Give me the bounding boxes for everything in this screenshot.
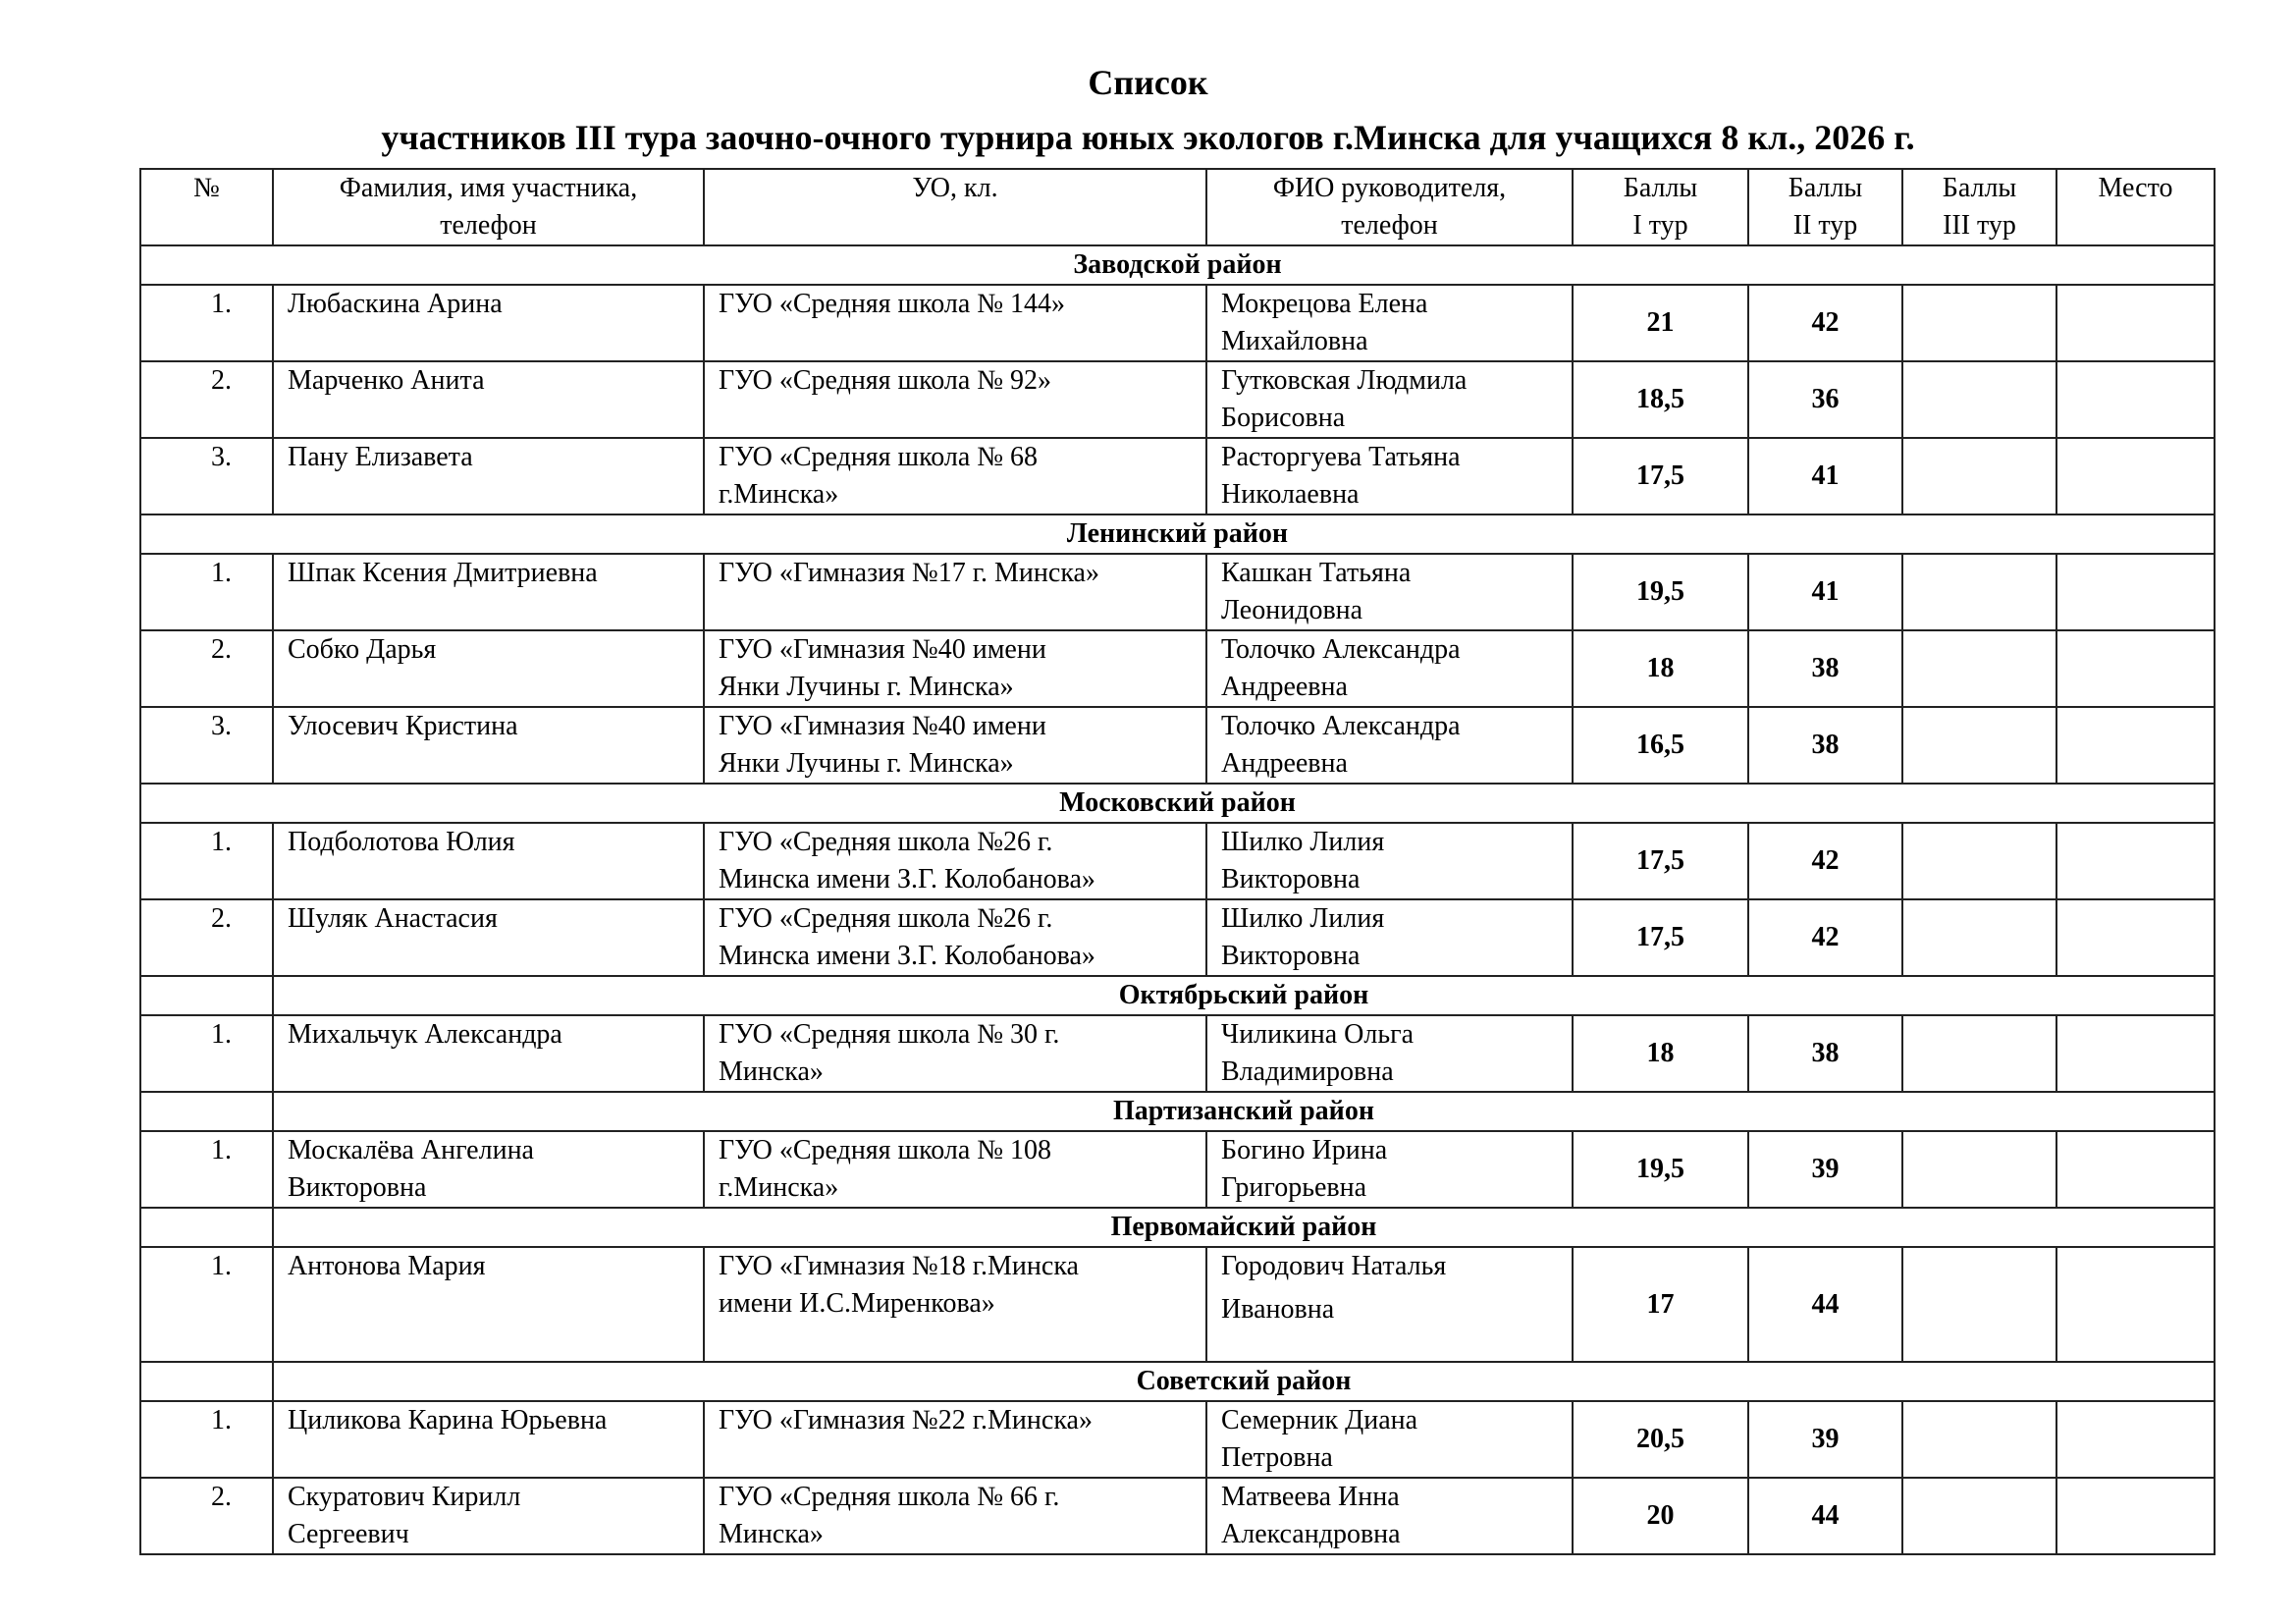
coach-name-line: Петровна	[1221, 1442, 1333, 1473]
school-name-line: ГУО «Гимназия №17 г. Минска»	[719, 558, 1099, 588]
section-blank-cell	[140, 976, 273, 1015]
row-number: 1.	[140, 1247, 273, 1362]
header-coach-line2: телефон	[1341, 210, 1438, 241]
table-row	[140, 1478, 2215, 1554]
table-header	[140, 169, 2215, 245]
place	[2056, 554, 2215, 630]
school-name-line: ГУО «Гимназия №40 имени	[719, 711, 1046, 741]
score-round1: 17,5	[1573, 823, 1748, 899]
header-score2	[1748, 169, 1902, 245]
header-score3-line1: Баллы	[1942, 173, 2017, 203]
school-name-line: ГУО «Средняя школа № 108	[719, 1135, 1052, 1165]
row-number: 2.	[140, 899, 273, 976]
header-name-line2: телефон	[440, 210, 537, 241]
table-row	[140, 1401, 2215, 1478]
place	[2056, 823, 2215, 899]
coach-name	[1206, 1131, 1573, 1208]
school-name-line: Янки Лучины г. Минска»	[719, 672, 1014, 702]
table-row	[140, 630, 2215, 707]
participant-name-line: Антонова Мария	[288, 1251, 486, 1281]
school-name-line: г.Минска»	[719, 479, 839, 510]
header-score3	[1902, 169, 2056, 245]
coach-name-line: Шилко Лилия	[1221, 903, 1385, 934]
coach-name-line: Ивановна	[1221, 1294, 1335, 1325]
coach-name-line: Викторовна	[1221, 941, 1361, 971]
school-name-line: ГУО «Гимназия №40 имени	[719, 634, 1046, 665]
participant-name	[273, 1015, 704, 1092]
header-name-line1: Фамилия, имя участника,	[339, 173, 638, 203]
district-name: Первомайский район	[273, 1208, 2215, 1247]
header-num: №	[140, 169, 273, 245]
coach-name-line: Толочко Александра	[1221, 634, 1461, 665]
participant-name-line: Михальчук Александра	[288, 1019, 562, 1050]
school-name	[704, 285, 1206, 361]
row-number: 1.	[140, 1401, 273, 1478]
score-round2: 44	[1748, 1478, 1902, 1554]
coach-name	[1206, 707, 1573, 784]
coach-name-line: Леонидовна	[1221, 595, 1363, 625]
coach-name	[1206, 361, 1573, 438]
participant-name	[273, 1247, 704, 1362]
place	[2056, 1478, 2215, 1554]
score-round2: 42	[1748, 285, 1902, 361]
row-number: 2.	[140, 361, 273, 438]
district-section-row	[140, 976, 2215, 1015]
participant-name-line: Улосевич Кристина	[288, 711, 518, 741]
section-blank-cell	[140, 1092, 273, 1131]
coach-name-line: Александровна	[1221, 1519, 1401, 1549]
coach-name-line: Викторовна	[1221, 864, 1361, 894]
school-name	[704, 1247, 1206, 1362]
place	[2056, 438, 2215, 514]
coach-name-line: Матвеева Инна	[1221, 1482, 1400, 1512]
row-number: 1.	[140, 285, 273, 361]
school-name	[704, 823, 1206, 899]
score-round1: 17,5	[1573, 899, 1748, 976]
school-name-line: Минска имени З.Г. Колобанова»	[719, 941, 1095, 971]
score-round1: 16,5	[1573, 707, 1748, 784]
coach-name-line: Шилко Лилия	[1221, 827, 1385, 857]
row-number: 1.	[140, 554, 273, 630]
row-number: 3.	[140, 438, 273, 514]
score-round1: 17	[1573, 1247, 1748, 1362]
participant-name	[273, 361, 704, 438]
header-score2-line1: Баллы	[1788, 173, 1863, 203]
coach-name	[1206, 899, 1573, 976]
school-name	[704, 361, 1206, 438]
school-name	[704, 438, 1206, 514]
district-section-row	[140, 514, 2215, 554]
score-round3	[1902, 1401, 2056, 1478]
district-section-row	[140, 784, 2215, 823]
coach-name-line: Николаевна	[1221, 479, 1360, 510]
score-round3	[1902, 361, 2056, 438]
place	[2056, 630, 2215, 707]
table-row	[140, 823, 2215, 899]
score-round3	[1902, 285, 2056, 361]
place	[2056, 285, 2215, 361]
score-round1: 17,5	[1573, 438, 1748, 514]
section-blank-cell	[140, 1208, 273, 1247]
coach-name	[1206, 554, 1573, 630]
score-round3	[1902, 823, 2056, 899]
header-score1	[1573, 169, 1748, 245]
district-name: Ленинский район	[140, 514, 2215, 554]
header-score3-line2: III тур	[1943, 210, 2016, 241]
coach-name-line: Чиликина Ольга	[1221, 1019, 1415, 1050]
score-round1: 20	[1573, 1478, 1748, 1554]
coach-name-line: Владимировна	[1221, 1056, 1394, 1087]
coach-name-line: Григорьевна	[1221, 1172, 1367, 1203]
table-body	[140, 245, 2215, 1554]
place	[2056, 899, 2215, 976]
coach-name-line: Кашкан Татьяна	[1221, 558, 1412, 588]
coach-name-line: Толочко Александра	[1221, 711, 1461, 741]
place	[2056, 1015, 2215, 1092]
school-name	[704, 554, 1206, 630]
score-round2: 41	[1748, 554, 1902, 630]
participant-name-line: Скуратович Кирилл	[288, 1482, 521, 1512]
school-name-line: ГУО «Средняя школа № 144»	[719, 289, 1066, 319]
coach-name	[1206, 285, 1573, 361]
header-coach-line1: ФИО руководителя,	[1272, 173, 1507, 203]
table-row	[140, 285, 2215, 361]
participant-name-line: Любаскина Арина	[288, 289, 503, 319]
school-name	[704, 707, 1206, 784]
score-round3	[1902, 554, 2056, 630]
coach-name	[1206, 1247, 1573, 1362]
score-round3	[1902, 899, 2056, 976]
table-row	[140, 438, 2215, 514]
school-name-line: ГУО «Средняя школа № 30 г.	[719, 1019, 1060, 1050]
place	[2056, 1131, 2215, 1208]
document-title: Список	[1088, 63, 1208, 102]
coach-name	[1206, 630, 1573, 707]
school-name	[704, 1401, 1206, 1478]
score-round1: 18	[1573, 630, 1748, 707]
table-row	[140, 899, 2215, 976]
coach-name-line: Городович Наталья	[1221, 1251, 1447, 1281]
header-place: Место	[2056, 169, 2215, 245]
score-round2: 39	[1748, 1131, 1902, 1208]
score-round3	[1902, 630, 2056, 707]
score-round1: 20,5	[1573, 1401, 1748, 1478]
score-round2: 38	[1748, 1015, 1902, 1092]
score-round1: 19,5	[1573, 1131, 1748, 1208]
school-name-line: ГУО «Гимназия №22 г.Минска»	[719, 1405, 1093, 1435]
participant-name-line: Москалёва Ангелина	[288, 1135, 534, 1165]
coach-name	[1206, 1015, 1573, 1092]
coach-name	[1206, 438, 1573, 514]
table-row	[140, 1015, 2215, 1092]
district-name: Московский район	[140, 784, 2215, 823]
school-name-line: Минска»	[719, 1056, 824, 1087]
coach-name	[1206, 1478, 1573, 1554]
score-round3	[1902, 1478, 2056, 1554]
header-coach	[1206, 169, 1573, 245]
coach-name-line: Богино Ирина	[1221, 1135, 1388, 1165]
coach-name-line: Мокрецова Елена	[1221, 289, 1428, 319]
school-name	[704, 1131, 1206, 1208]
district-name: Заводской район	[140, 245, 2215, 285]
place	[2056, 1247, 2215, 1362]
participant-name	[273, 438, 704, 514]
participant-name-line: Циликова Карина Юрьевна	[288, 1405, 608, 1435]
header-name	[273, 169, 704, 245]
participant-name-line: Подболотова Юлия	[288, 827, 515, 857]
score-round3	[1902, 1247, 2056, 1362]
school-name-line: Минска имени З.Г. Колобанова»	[719, 864, 1095, 894]
score-round2: 36	[1748, 361, 1902, 438]
school-name-line: ГУО «Средняя школа № 66 г.	[719, 1482, 1060, 1512]
section-blank-cell	[140, 1362, 273, 1401]
district-name: Советский район	[273, 1362, 2215, 1401]
score-round1: 18	[1573, 1015, 1748, 1092]
document-subtitle: участников III тура заочно-очного турнира юных экологов г.Минска для учащихся 8 кл., 2026 г.	[381, 118, 1915, 157]
district-section-row	[140, 245, 2215, 285]
participants-table	[139, 168, 2216, 1555]
row-number: 1.	[140, 823, 273, 899]
score-round2: 42	[1748, 899, 1902, 976]
coach-name-line: Андреевна	[1221, 748, 1348, 779]
participant-name	[273, 1401, 704, 1478]
table-row	[140, 1131, 2215, 1208]
participant-name	[273, 823, 704, 899]
coach-name-line: Расторгуева Татьяна	[1221, 442, 1461, 472]
participant-name	[273, 630, 704, 707]
score-round2: 38	[1748, 630, 1902, 707]
school-name-line: Минска»	[719, 1519, 824, 1549]
participant-name	[273, 1478, 704, 1554]
coach-name-line: Михайловна	[1221, 326, 1368, 356]
school-name-line: имени И.С.Миренкова»	[719, 1288, 995, 1319]
score-round2: 39	[1748, 1401, 1902, 1478]
school-name-line: ГУО «Средняя школа №26 г.	[719, 827, 1053, 857]
row-number: 2.	[140, 630, 273, 707]
school-name-line: ГУО «Средняя школа № 92»	[719, 365, 1052, 396]
participant-name-line: Пану Елизавета	[288, 442, 473, 472]
participant-name	[273, 554, 704, 630]
school-name-line: г.Минска»	[719, 1172, 839, 1203]
participant-name-line: Собко Дарья	[288, 634, 437, 665]
row-number: 2.	[140, 1478, 273, 1554]
header-score2-line2: II тур	[1792, 210, 1858, 241]
score-round2: 42	[1748, 823, 1902, 899]
row-number: 1.	[140, 1015, 273, 1092]
school-name	[704, 1015, 1206, 1092]
school-name	[704, 1478, 1206, 1554]
table-row	[140, 1247, 2215, 1362]
score-round1: 18,5	[1573, 361, 1748, 438]
participant-name-line: Шпак Ксения Дмитриевна	[288, 558, 598, 588]
score-round2: 44	[1748, 1247, 1902, 1362]
school-name-line: ГУО «Гимназия №18 г.Минска	[719, 1251, 1079, 1281]
place	[2056, 1401, 2215, 1478]
school-name-line: ГУО «Средняя школа № 68	[719, 442, 1039, 472]
coach-name-line: Борисовна	[1221, 403, 1346, 433]
coach-name	[1206, 823, 1573, 899]
header-score1-line2: I тур	[1632, 210, 1688, 241]
coach-name-line: Семерник Диана	[1221, 1405, 1418, 1435]
score-round2: 38	[1748, 707, 1902, 784]
row-number: 3.	[140, 707, 273, 784]
participant-name-line: Шуляк Анастасия	[288, 903, 498, 934]
district-name: Октябрьский район	[273, 976, 2215, 1015]
score-round3	[1902, 438, 2056, 514]
district-name: Партизанский район	[273, 1092, 2215, 1131]
participant-name	[273, 899, 704, 976]
participant-name-line: Марченко Анита	[288, 365, 485, 396]
header-school: УО, кл.	[704, 169, 1206, 245]
score-round2: 41	[1748, 438, 1902, 514]
participant-name-line: Викторовна	[288, 1172, 427, 1203]
table-row	[140, 361, 2215, 438]
score-round3	[1902, 707, 2056, 784]
table-row	[140, 707, 2215, 784]
school-name-line: ГУО «Средняя школа №26 г.	[719, 903, 1053, 934]
district-section-row	[140, 1362, 2215, 1401]
school-name-line: Янки Лучины г. Минска»	[719, 748, 1014, 779]
place	[2056, 361, 2215, 438]
coach-name-line: Гутковская Людмила	[1221, 365, 1468, 396]
score-round3	[1902, 1131, 2056, 1208]
coach-name-line: Андреевна	[1221, 672, 1348, 702]
score-round3	[1902, 1015, 2056, 1092]
score-round1: 21	[1573, 285, 1748, 361]
table-row	[140, 554, 2215, 630]
school-name	[704, 630, 1206, 707]
participant-name	[273, 707, 704, 784]
header-score1-line1: Баллы	[1623, 173, 1698, 203]
district-section-row	[140, 1092, 2215, 1131]
participant-name	[273, 1131, 704, 1208]
score-round1: 19,5	[1573, 554, 1748, 630]
coach-name	[1206, 1401, 1573, 1478]
place	[2056, 707, 2215, 784]
row-number: 1.	[140, 1131, 273, 1208]
district-section-row	[140, 1208, 2215, 1247]
participant-name-line: Сергеевич	[288, 1519, 409, 1549]
participant-name	[273, 285, 704, 361]
school-name	[704, 899, 1206, 976]
